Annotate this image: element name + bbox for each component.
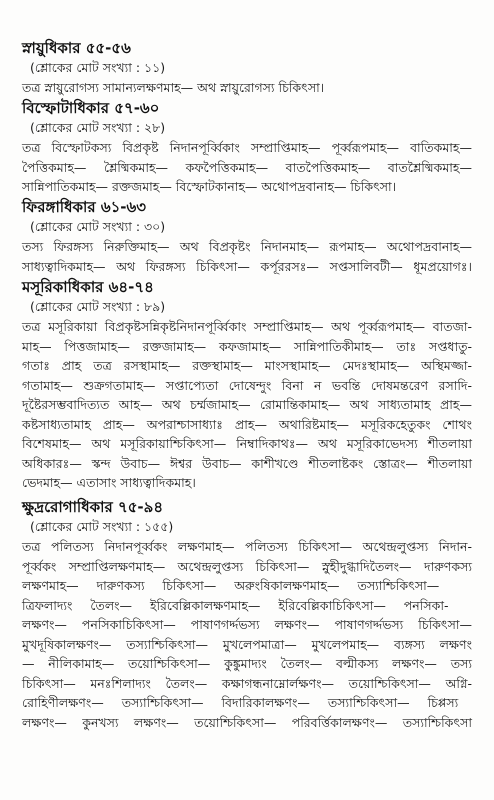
text-line: তত্র বিস্ফোটকস্য বিপ্রকৃষ্ট নিদানপূর্ব্বিকাং সম্প্রাপ্তিমাহ— পূর্ব্বরূপমাহ— বাতিকমাহ— [22,140,472,155]
section-heading: বিস্ফোটাধিকার ৫৭-৬০ [22,99,160,117]
section-masurika [22,277,472,493]
text-line: লক্ষণং— পনসিকাচিকিৎসা— পাষাণগর্দ্দভস্য লক্ষণং— পাষাণগর্দ্দভস্য চিকিৎসা— [22,617,472,632]
verse-count: (শ্লোকের মোট সংখ্যা : ১১) [30,60,166,75]
text-line: পৈত্তিকমাহ— শ্লৈষ্মিকমাহ— কফপৈত্তিকমাহ— বাতপৈত্তিকমাহ— বাতশ্লৈষ্মিকমাহ— [22,159,472,175]
text-line: লক্ষণমাহ— দারুণকস্য চিকিৎসা— অরুংষিকালক্ষণমাহ— তস্যাশ্চিকিৎসা— [22,578,440,593]
text-line: ভেদমাহ— এতাসাং সাধ্যত্বাদিকমাহ। [22,475,196,490]
section-kshudraroga [22,497,472,732]
text-line: চিকিৎসা— মনঃশিলাদ্যং তৈলং— কক্ষাগন্ধনাম্নোর্লক্ষণং— তয়োশ্চিকিৎসা— অগ্নি- [22,675,472,691]
section-phiranga [22,197,472,276]
text-line: কষ্টসাধ্যতামাহ প্রাহ— অপরাশ্চাসাধ্যাঃ প্রাহ— অথারিষ্টমাহ— মসূরিকহেতুকং শোথং [22,416,472,432]
verse-count: (শ্লোকের মোট সংখ্যা : ৮৯) [30,299,166,314]
text-line: তস্য ফিরঙ্গস্য নিরুক্তিমাহ— অথ বিপ্রকৃষ্টং নিদানমাহ— রূপমাহ— অথোপদ্রবানাহ— [22,239,472,254]
section-heading: স্নায়ুধিকার ৫৫-৫৬ [22,39,131,57]
text-line: তত্র মসূরিকায়া বিপ্রকৃষ্টসন্নিকৃষ্টনিদানপূর্ব্বিকাং সম্প্রাপ্তিমাহ— অথ পূর্ব্বরূপমাহ— বাতজা- [22,319,472,334]
text-line: ত্রিফলাদ্যং তৈলং— ইরিবেল্লিকালক্ষণমাহ— ইরিবেল্লিকাচিকিৎসা— পনসিকা- [22,597,449,613]
text-line: গতাঃ প্রাহ তত্র রসস্থামাহ— রক্তস্থামাহ— মাংসস্থামাহ— মেদঃস্থামাহ— অস্থিমজ্জা- [22,358,472,373]
text-line: পূর্ব্বকং সম্প্রাপ্তিলক্ষণমাহ— অথেন্দ্রলুপ্তস্য চিকিৎসা— স্নুহীদুগ্ধাদিতৈলং— দারুণকস্য [22,558,472,574]
text-line: লক্ষণং— কুনখস্য লক্ষণং— তয়োশ্চিকিৎসা— পরিবর্ত্তিকালক্ষণং— তস্যাশ্চিকিৎসা [22,714,472,730]
text-line: সাধ্যত্বাদিকমাহ— অথ ফিরঙ্গস্য চিকিৎসা— কর্পূররসঃ— সপ্তসালিবটী— ধূমপ্রয়োগঃ। [22,258,472,274]
text-line: — নীলিকামাহ— তয়োশ্চিকিৎসা— কুঙ্কুমাদ্যং তৈলং— বল্মীকস্য লক্ষণং— তস্য [22,656,472,671]
verse-count: (শ্লোকের মোট সংখ্যা : ১৫৫) [30,519,174,534]
section-heading: ফিরঙ্গাধিকার ৬১-৬৩ [22,198,147,216]
text-line: দূষ্টৈরসম্ভবাদিত্যত আহ— অথ চর্ম্মজামাহ— রোমান্তিকামাহ— অথ সাধ্যতামাহ প্রাহ— [22,397,472,412]
section-visphota [22,98,472,197]
text-line: তত্র স্নায়ুরোগস্য সামান্যলক্ষণমাহ— অথ স্নায়ুরোগস্য চিকিৎসা। [22,80,325,95]
text-line: রোহিণীলক্ষণং— তস্যাশ্চিকিৎসা— বিদারিকালক্ষণং— তস্যাশ্চিকিৎসা— চিপ্পস্য [22,695,459,710]
text-line: অধিকারঃ— স্কন্দ উবাচ— ঈশ্বর উবাচ— কাশীখণ্ডে শীতলাষ্টকং স্তোত্রং— শীতলায়া [22,455,472,471]
text-line: বিশেষমাহ— অথ মসূরিকায়াশ্চিকিৎসা— নিম্বাদিকাথঃ— অথ মসূরিকাভেদস্য শীতলায়া [22,436,472,451]
text-line: মাহ— পিত্তজামাহ— রক্তজামাহ— কফজামাহ— সান্নিপাতিকীমাহ— তাঃ সপ্তধাতু- [22,338,472,354]
verse-count: (শ্লোকের মোট সংখ্যা : ২৮) [30,120,166,135]
section-heading: মসূরিকাধিকার ৬৪-৭৪ [22,278,154,296]
section-heading: ক্ষুদ্ররোগাধিকার ৭৫-৯৪ [22,498,164,516]
text-line: মুখদূষিকালক্ষণং— তস্যাশ্চিকিৎসা— মুখলেপমাত্রা— মুখলেপমাহ— ব্যঙ্গস্য লক্ষণং [22,636,472,652]
text-line: সান্নিপাতিকমাহ— রক্তজমাহ— বিস্ফোটকানাহ— অথোপদ্রবানাহ— চিকিৎসা। [22,179,397,194]
verse-count: (শ্লোকের মোট সংখ্যা : ৩০) [30,219,166,234]
text-line: গতামাহ— শুক্রগতামাহ— সপ্তাপ্যেতা দোষেন্দুং বিনা ন ভবন্তি দোষমন্তরেণ রসাদি- [22,377,472,393]
text-line: তত্র পলিতস্য নিদানপূর্ব্বকং লক্ষণমাহ— পলিতস্য চিকিৎসা— অথেন্দ্রলুপ্তস্য নিদান- [22,539,472,554]
section-snayu [22,38,472,98]
